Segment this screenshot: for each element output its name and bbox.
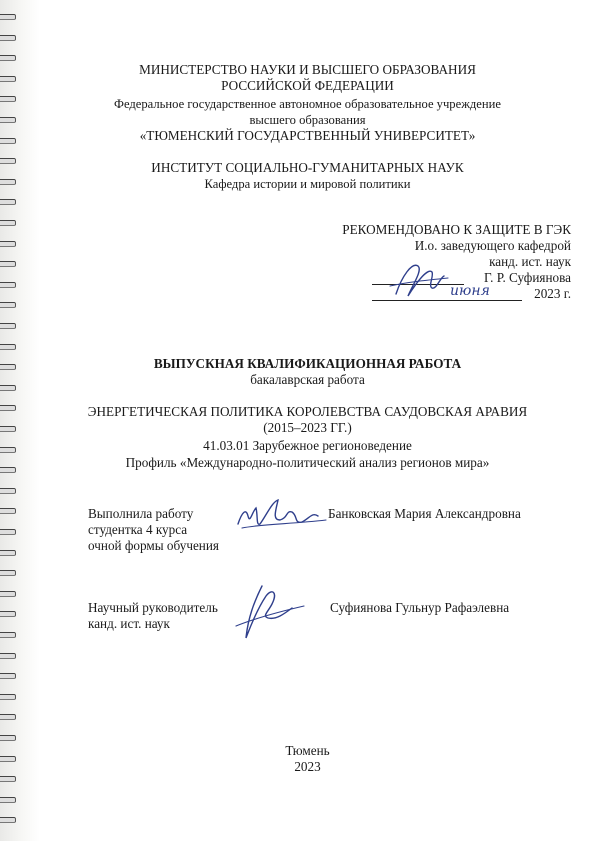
approval-name: Г. Р. Суфиянова	[484, 270, 571, 285]
supervisor-signature	[232, 578, 312, 648]
binding-ring	[0, 756, 16, 762]
binding-ring	[0, 35, 16, 41]
supervisor-label-1: Научный руководитель	[88, 600, 218, 615]
binding-ring	[0, 302, 16, 308]
year: 2023	[294, 759, 321, 774]
binding-ring	[0, 241, 16, 247]
author-name: Банковская Мария Александровна	[328, 506, 521, 521]
binding-ring	[0, 776, 16, 782]
author-signature	[232, 494, 332, 538]
binding-ring	[0, 55, 16, 61]
author-label-2: студентка 4 курса	[88, 522, 188, 537]
binding-ring	[0, 323, 16, 329]
binding-ring	[0, 117, 16, 123]
supervisor-label-2: канд. ист. наук	[88, 616, 170, 631]
binding-ring	[0, 467, 16, 473]
binding-ring	[0, 797, 16, 803]
spiral-binding	[0, 0, 24, 841]
institution-type-line-1: Федеральное государственное автономное образовательное учреждение	[114, 97, 501, 111]
binding-ring	[0, 653, 16, 659]
binding-ring	[0, 550, 16, 556]
binding-ring	[0, 591, 16, 597]
binding-ring	[0, 817, 16, 823]
binding-ring	[0, 138, 16, 144]
binding-ring	[0, 344, 16, 350]
approval-title: РЕКОМЕНДОВАНО К ЗАЩИТЕ В ГЭК	[342, 222, 571, 237]
binding-ring	[0, 282, 16, 288]
binding-ring	[0, 632, 16, 638]
work-type: ВЫПУСКНАЯ КВАЛИФИКАЦИОННАЯ РАБОТА	[153, 356, 462, 371]
institution-type-line-2: высшего образования	[249, 113, 366, 127]
approval-signature	[388, 256, 508, 302]
binding-ring	[0, 385, 16, 391]
approval-date: 2023 г.	[534, 286, 571, 301]
binding-ring	[0, 735, 16, 741]
ministry-line-1: МИНИСТЕРСТВО НАУКИ И ВЫСШЕГО ОБРАЗОВАНИЯ	[139, 62, 476, 77]
approval-position: И.о. заведующего кафедрой	[414, 238, 571, 253]
author-label-1: Выполнила работу	[88, 506, 194, 521]
binding-ring	[0, 364, 16, 370]
ministry-line-2: РОССИЙСКОЙ ФЕДЕРАЦИИ	[221, 78, 394, 93]
author-label-3: очной формы обучения	[88, 538, 219, 553]
study-field-code: 41.03.01 Зарубежное регионоведение	[203, 438, 412, 453]
approval-degree: канд. ист. наук	[489, 254, 571, 269]
binding-ring	[0, 694, 16, 700]
binding-ring	[0, 673, 16, 679]
binding-ring	[0, 220, 16, 226]
binding-ring	[0, 14, 16, 20]
binding-ring	[0, 488, 16, 494]
binding-ring	[0, 179, 16, 185]
binding-ring	[0, 426, 16, 432]
binding-ring	[0, 261, 16, 267]
binding-ring	[0, 714, 16, 720]
work-title-line-2: (2015–2023 ГГ.)	[263, 420, 352, 435]
work-subtype: бакалаврская работа	[250, 372, 365, 387]
department-name: Кафедра истории и мировой политики	[204, 177, 411, 191]
binding-ring	[0, 76, 16, 82]
city: Тюмень	[285, 743, 330, 758]
binding-ring	[0, 529, 16, 535]
binding-ring	[0, 405, 16, 411]
binding-ring	[0, 96, 16, 102]
binding-ring	[0, 611, 16, 617]
study-profile: Профиль «Международно-политический анализ регионов мира»	[125, 455, 490, 470]
work-title-line-1: ЭНЕРГЕТИЧЕСКАЯ ПОЛИТИКА КОРОЛЕВСТВА САУДОВСКАЯ АРАВИЯ	[87, 404, 528, 419]
binding-ring	[0, 158, 16, 164]
binding-ring	[0, 570, 16, 576]
binding-ring	[0, 447, 16, 453]
supervisor-name: Суфиянова Гульнур Рафаэлевна	[330, 600, 510, 615]
university-name: «ТЮМЕНСКИЙ ГОСУДАРСТВЕННЫЙ УНИВЕРСИТЕТ»	[139, 128, 476, 143]
binding-ring	[0, 508, 16, 514]
handwritten-month: июня	[450, 283, 490, 299]
binding-ring	[0, 199, 16, 205]
institute-name: ИНСТИТУТ СОЦИАЛЬНО-ГУМАНИТАРНЫХ НАУК	[151, 160, 464, 175]
